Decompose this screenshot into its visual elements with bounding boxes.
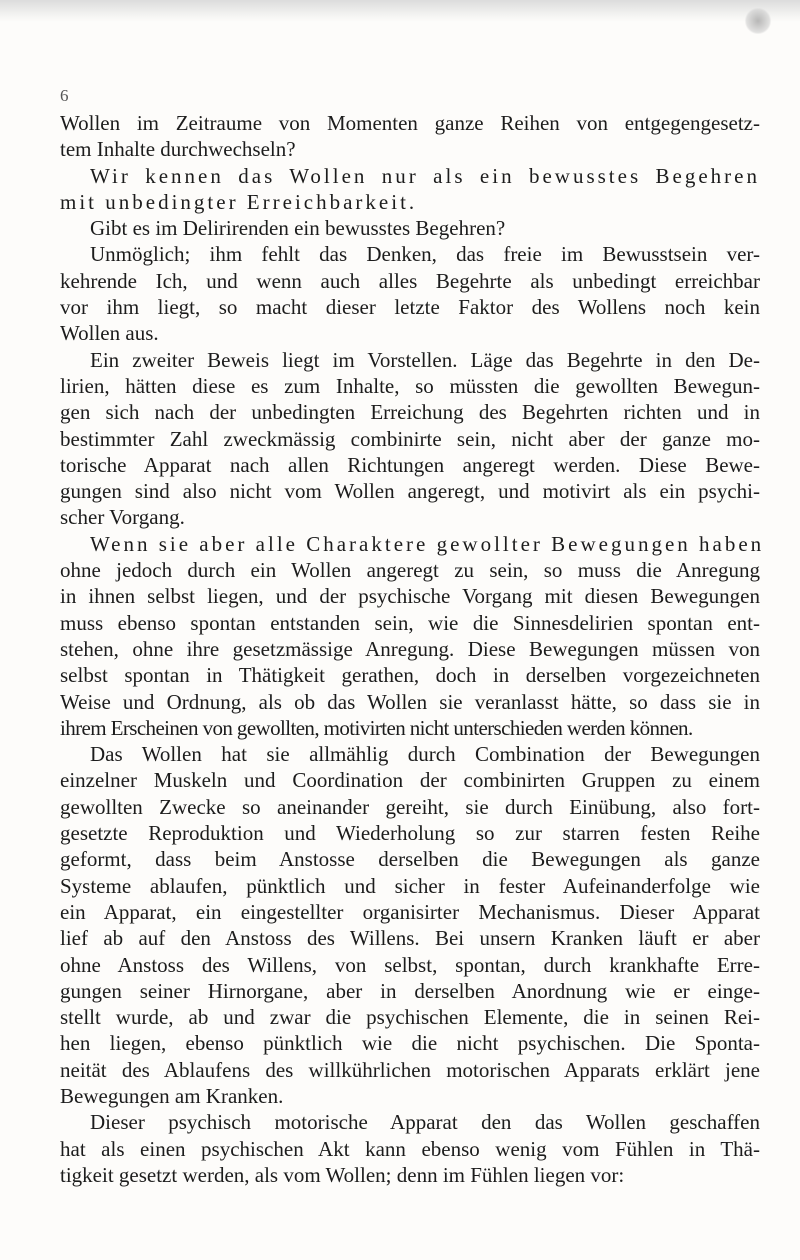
text-line: einzelner Muskeln und Coordination der combinirten Gruppen zu einem — [60, 768, 760, 793]
text-line: mit unbedingter Erreichbarkeit. — [60, 189, 418, 214]
page-top-edge — [0, 0, 800, 22]
corner-smudge — [744, 8, 772, 34]
text-line: Wir kennen das Wollen nur als ein bewusstes Begehren — [90, 163, 760, 188]
text-line: Bewegungen am Kranken. — [60, 1083, 284, 1108]
text-line: lirien, hätten diese es zum Inhalte, so müssten die gewollten Bewegun- — [60, 373, 760, 398]
text-line: hat als einen psychischen Akt kann ebenso wenig vom Fühlen in Thä- — [60, 1136, 760, 1161]
text-line: gewollten Zwecke so aneinander gereiht, sie durch Einübung, also fort- — [60, 794, 760, 819]
text-line: Ein zweiter Beweis liegt im Vorstellen. Läge das Begehrte in den De- — [90, 347, 760, 372]
text-line: Unmöglich; ihm fehlt das Denken, das freie im Bewusstsein ver- — [90, 242, 760, 267]
text-line: torische Apparat nach allen Richtungen angeregt werden. Diese Bewe- — [60, 452, 760, 477]
text-line: selbst spontan in Thätigkeit gerathen, doch in derselben vorgezeichneten — [60, 663, 760, 688]
text-line: Wollen aus. — [60, 321, 159, 346]
text-line: geformt, dass beim Anstosse derselben die Bewegungen als ganze — [60, 847, 760, 872]
text-line: lief ab auf den Anstoss des Willens. Bei unsern Kranken läuft er aber — [60, 926, 760, 951]
text-line: gen sich nach der unbedingten Erreichung des Begehrten richten und in — [60, 400, 760, 425]
page-number: 6 — [60, 86, 69, 105]
text-line: neität des Ablaufens des willkührlichen motorischen Apparats erklärt jene — [60, 1057, 760, 1082]
text-line: tigkeit gesetzt werden, als vom Wollen; denn im Fühlen liegen vor: — [60, 1162, 625, 1187]
text-line: Weise und Ordnung, als ob das Wollen sie veranlasst hätte, so dass sie in — [60, 689, 760, 714]
text-line: Dieser psychisch motorische Apparat den das Wollen geschaffen — [90, 1110, 760, 1135]
text-line: Das Wollen hat sie allmählig durch Combination der Bewegungen — [90, 742, 760, 767]
text-line: scher Vorgang. — [60, 505, 185, 530]
text-line: stehen, ohne ihre gesetzmässige Anregung. Diese Bewegungen müssen von — [60, 636, 760, 661]
text-line: hen liegen, ebenso pünktlich wie die nicht psychischen. Die Sponta- — [60, 1031, 760, 1056]
text-line: stellt wurde, ab und zwar die psychischen Elemente, die in seinen Rei- — [60, 1005, 760, 1030]
text-line: Gibt es im Delirirenden ein bewusstes Begehren? — [90, 216, 506, 241]
text-line: bestimmter Zahl zweckmässig combinirte sein, nicht aber der ganze mo- — [60, 426, 760, 451]
body-text — [60, 110, 765, 1188]
text-line: Wollen im Zeitraume von Momenten ganze Reihen von entgegengesetz- — [60, 111, 760, 135]
text-line: muss ebenso spontan entstanden sein, wie die Sinnesdelirien spontan ent- — [60, 610, 760, 635]
text-line: vor ihm liegt, so macht dieser letzte Faktor des Wollens noch kein — [60, 295, 760, 320]
text-line: tem Inhalte durchwechseln? — [60, 137, 296, 162]
text-line: ihrem Erscheinen von gewollten, motivirten nicht unterschieden werden können. — [60, 715, 693, 740]
text-line: Systeme ablaufen, pünktlich und sicher in fester Aufeinanderfolge wie — [60, 873, 760, 898]
text-line: gungen seiner Hirnorgane, aber in derselben Anordnung wie er einge- — [60, 978, 760, 1003]
text-line: ohne jedoch durch ein Wollen angeregt zu sein, so muss die Anregung — [60, 558, 760, 583]
text-line: ein Apparat, ein eingestellter organisirter Mechanismus. Dieser Apparat — [60, 899, 760, 924]
text-line: gesetzte Reproduktion und Wiederholung so zur starren festen Reihe — [60, 821, 760, 846]
text-line: in ihnen selbst liegen, und der psychische Vorgang mit diesen Bewegungen — [60, 584, 760, 609]
text-line: Wenn sie aber alle Charaktere gewollter Bewegungen haben — [90, 531, 765, 556]
text-line: kehrende Ich, und wenn auch alles Begehrte als unbedingt erreichbar — [60, 268, 760, 293]
text-line: gungen sind also nicht vom Wollen angeregt, und motivirt als ein psychi- — [60, 479, 760, 504]
text-line: ohne Anstoss des Willens, von selbst, spontan, durch krankhafte Erre- — [60, 952, 760, 977]
